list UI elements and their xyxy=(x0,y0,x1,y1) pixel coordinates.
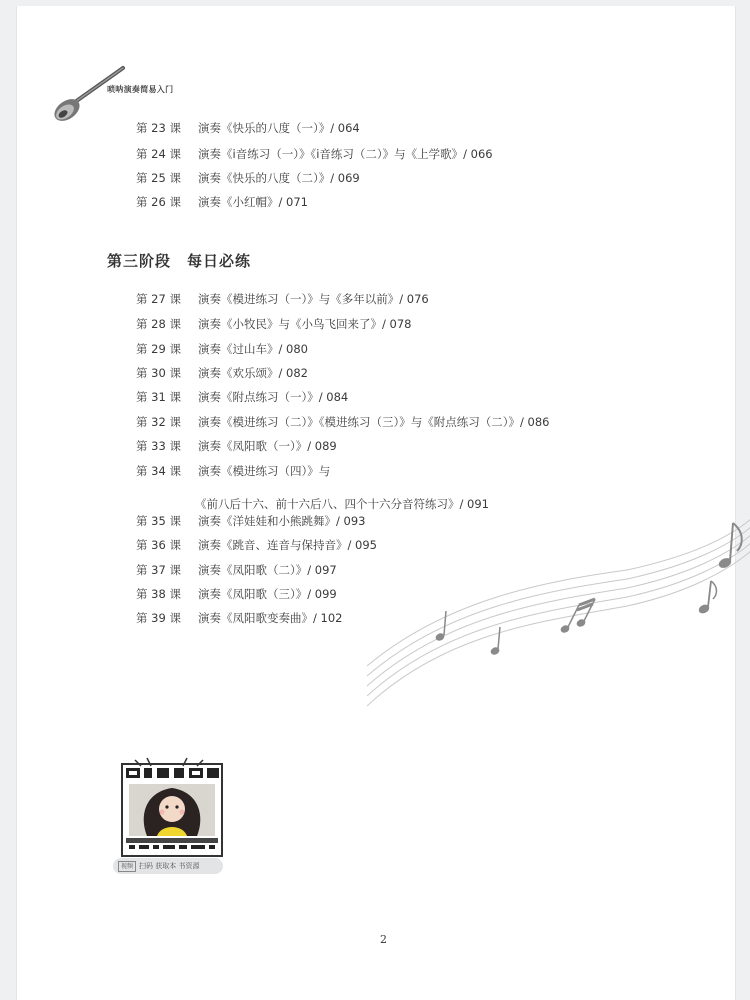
lesson-number: 第 37 课 xyxy=(136,563,181,577)
lesson-title: 演奏《快乐的八度（二）》/ 069 xyxy=(198,171,360,185)
qr-caption xyxy=(113,858,223,874)
lesson-title: 演奏《模进练习（一）》与《多年以前》/ 076 xyxy=(198,292,429,306)
lesson-number: 第 32 课 xyxy=(136,415,181,429)
video-tag: 视频 xyxy=(118,861,136,872)
lesson-number: 第 26 课 xyxy=(136,195,181,209)
lesson-title: 演奏《小红帽》/ 071 xyxy=(198,195,308,209)
toc-entry xyxy=(136,587,337,601)
qr-caption-text: 扫码 获取本 书资源 xyxy=(139,862,200,870)
toc-entry xyxy=(136,171,360,185)
lesson-title: 演奏《模进练习（二）》《模进练习（三）》与《附点练习（二）》/ 086 xyxy=(198,415,550,429)
lesson-title: 演奏《i音练习（一）》《i音练习（二）》与《上学歌》/ 066 xyxy=(198,147,493,161)
lesson-number: 第 35 课 xyxy=(136,514,181,528)
lesson-title: 演奏《附点练习（一）》/ 084 xyxy=(198,390,349,404)
toc-entry xyxy=(136,563,337,577)
lesson-number: 第 38 课 xyxy=(136,587,181,601)
lesson-number: 第 29 课 xyxy=(136,342,181,356)
stage-heading: 第三阶段 每日必练 xyxy=(107,252,252,270)
toc-entry xyxy=(136,342,308,356)
lesson-title: 演奏《跳音、连音与保持音》/ 095 xyxy=(198,538,377,552)
toc-entry xyxy=(136,464,330,478)
toc-entry xyxy=(136,317,411,331)
lesson-title: 演奏《凤阳歌（三）》/ 099 xyxy=(198,587,337,601)
toc-entry xyxy=(136,514,365,528)
lesson-title: 演奏《过山车》/ 080 xyxy=(198,342,308,356)
toc-entry xyxy=(136,292,429,306)
toc-entry xyxy=(136,195,308,209)
lesson-number: 第 33 课 xyxy=(136,439,181,453)
lesson-number: 第 31 课 xyxy=(136,390,181,404)
toc-entry xyxy=(136,415,549,429)
toc-entry xyxy=(136,611,342,625)
lesson-title: 演奏《模进练习（四）》与 xyxy=(198,464,331,478)
toc-entry xyxy=(136,390,348,404)
running-header: 唢呐演奏简易入门 xyxy=(107,85,174,94)
lesson-number: 第 39 课 xyxy=(136,611,181,625)
lesson-title: 演奏《洋娃娃和小熊跳舞》/ 093 xyxy=(198,514,366,528)
lesson-title: 演奏《小牧民》与《小鸟飞回来了》/ 078 xyxy=(198,317,412,331)
music-staff-decoration xyxy=(367,511,750,711)
lesson-title: 演奏《快乐的八度（一）》/ 064 xyxy=(198,121,360,135)
toc-entry xyxy=(136,538,377,552)
lesson-number: 第 27 课 xyxy=(136,292,181,306)
lesson-title: 演奏《凤阳歌变奏曲》/ 102 xyxy=(198,611,343,625)
lesson-title: 演奏《凤阳歌（二）》/ 097 xyxy=(198,563,337,577)
toc-entry-continuation: 《前八后十六、前十六后八、四个十六分音符练习》/ 091 xyxy=(195,497,489,511)
lesson-number: 第 23 课 xyxy=(136,121,181,135)
lesson-number: 第 36 课 xyxy=(136,538,181,552)
document-page xyxy=(16,6,736,1000)
page-number: 2 xyxy=(380,933,387,946)
lesson-number: 第 30 课 xyxy=(136,366,181,380)
lesson-number: 第 28 课 xyxy=(136,317,181,331)
toc-entry xyxy=(136,121,360,135)
lesson-number: 第 24 课 xyxy=(136,147,181,161)
toc-entry xyxy=(136,439,337,453)
toc-entry xyxy=(136,147,493,161)
lesson-number: 第 25 课 xyxy=(136,171,181,185)
lesson-title: 演奏《凤阳歌（一）》/ 089 xyxy=(198,439,337,453)
toc-entry xyxy=(136,366,308,380)
lesson-title: 演奏《欢乐颂》/ 082 xyxy=(198,366,308,380)
suona-icon xyxy=(47,60,127,134)
lesson-number: 第 34 课 xyxy=(136,464,181,478)
